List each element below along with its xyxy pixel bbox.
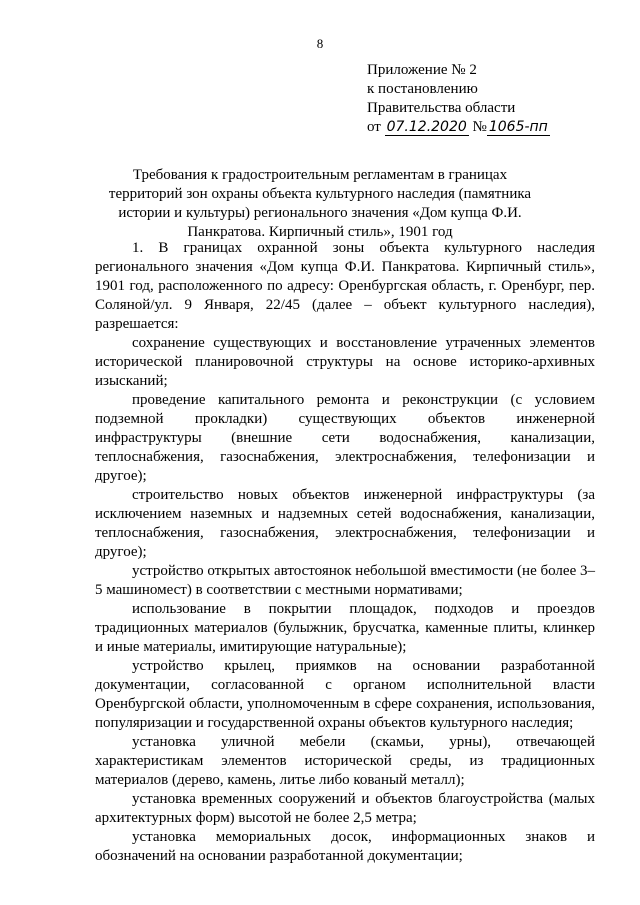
paragraph: использование в покрытии площадок, подходов и проездов традиционных материалов (булыжник, брусчатка, каменные плиты, клинкер и иные материалы, имитирующие натуральные);: [95, 601, 595, 655]
appendix-number: Приложение № 2: [367, 62, 477, 78]
paragraph: сохранение существующих и восстановление утраченных элементов исторической планировочной структуры на основе историко-архивных изысканий;: [95, 335, 595, 389]
page-number: 8: [316, 36, 324, 51]
paragraph: строительство новых объектов инженерной инфраструктуры (за исключением наземных и надземных сетей водоснабжения, канализации, теплоснабжения, газоснабжения, электроснабжения, телефонизации и другое);: [95, 487, 595, 560]
paragraph: устройство крылец, приямков на основании разработанной документации, согласованной с органом исполнительной власти Оренбургской области, уполномоченным в сфере сохранения, использования, популяризации и государственной охраны объектов культурного наследия;: [95, 658, 595, 731]
document-title: Требования к градостроительным регламентам в границах территорий зон охраны объекта культурного наследия (памятника истории и культуры) регионального значения «Дом купца Ф.И. Панкратова. Кирпичный стиль», 1901 год: [108, 167, 532, 240]
paragraph: установка временных сооружений и объектов благоустройства (малых архитектурных форм) высотой не более 2,5 метра;: [95, 791, 595, 826]
paragraph: проведение капитального ремонта и реконструкции (с условием подземной прокладки) существующих объектов инженерной инфраструктуры (внешние сети водоснабжения, канализации, теплоснабжения, газоснабжения, электроснабжения, телефонизации и другое);: [95, 392, 595, 484]
appendix-to-resolution: к постановлению: [367, 81, 478, 97]
paragraph: установка мемориальных досок, информационных знаков и обозначений на основании разработанной документации;: [95, 829, 595, 864]
appendix-header: [367, 61, 550, 137]
date-prefix: от: [367, 119, 381, 135]
paragraph: 1. В границах охранной зоны объекта культурного наследия регионального значения «Дом купца Ф.И. Панкратова. Кирпичный стиль», 1901 год, расположенного по адресу: Оренбургская область, г. Оренбург, пер. Соляной/ул. 9 Января, 22/45 (далее – объект культурного наследия), разрешается:: [95, 240, 595, 332]
paragraph: установка уличной мебели (скамьи, урны), отвечающей характеристикам элементов исторической среды, из традиционных материалов (дерево, камень, литье либо кованый металл);: [95, 734, 595, 788]
appendix-date-line: [367, 118, 550, 137]
paragraph: устройство открытых автостоянок небольшой вместимости (не более 3–5 машиномест) в соответствии с местными нормативами;: [95, 563, 595, 598]
handwritten-date: 07.12.2020: [386, 119, 467, 135]
number-sign: №: [472, 119, 487, 135]
appendix-government: Правительства области: [367, 100, 516, 116]
handwritten-number: 1065-пп: [488, 119, 548, 135]
document-body: [95, 239, 595, 866]
